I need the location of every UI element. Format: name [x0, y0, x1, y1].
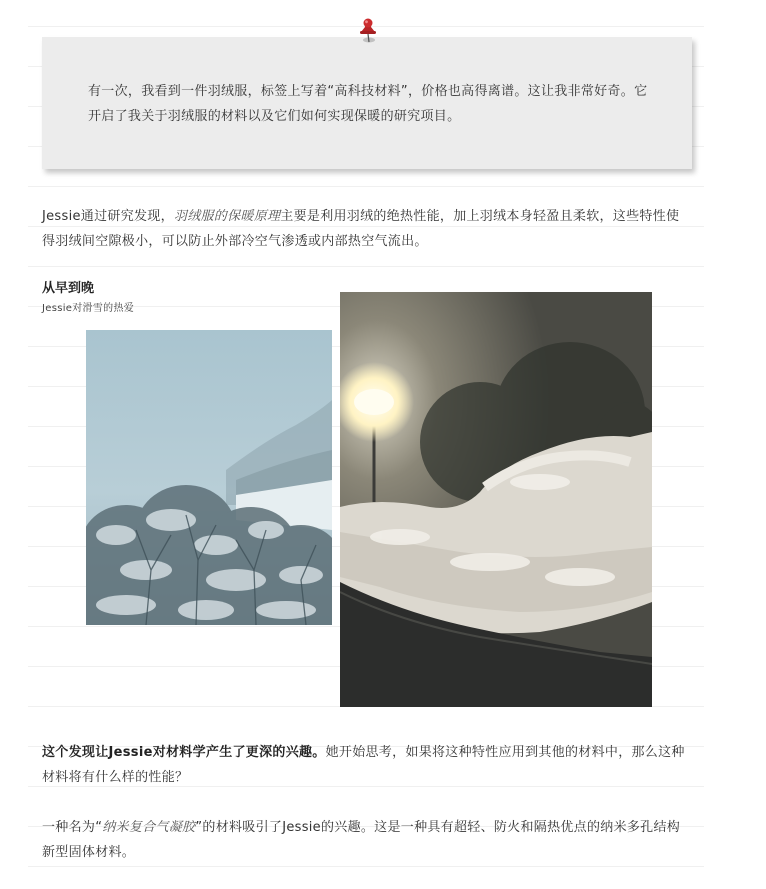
- pinned-note-card: [42, 37, 692, 169]
- para2-rest: 她开始思考，如果将这种特性应用到其他的材料中，那么这种材料将有什么样的性能？: [42, 745, 685, 785]
- para3-rest: ”的材料吸引了Jessie的兴趣。这是一种具有超轻、防火和隔热优点的纳米多孔结构新型固体材料。: [42, 820, 681, 860]
- ruled-line: [28, 266, 704, 267]
- photo-night-snow-lamp: [340, 292, 652, 707]
- ruled-line: [28, 866, 704, 867]
- section-title: 从早到晚: [42, 281, 95, 296]
- para2-bold: 这个发现让Jessie对材料学产生了更深的兴趣。: [42, 745, 326, 760]
- para3-lead: 一种名为“: [42, 820, 103, 835]
- para1-emphasis: 羽绒服的保暖原理: [173, 209, 281, 224]
- interest-paragraph: [42, 740, 692, 790]
- research-paragraph: [42, 204, 692, 254]
- push-pin-icon: [356, 18, 380, 48]
- photo-foggy-snow-trees: [86, 330, 332, 625]
- para1-lead: Jessie通过研究发现，: [42, 209, 174, 224]
- note-text: 有一次，我看到一件羽绒服，标签上写着“高科技材料”，价格也高得离谱。这让我非常好奇。它开启了我关于羽绒服的材料以及它们如何实现保暖的研究项目。: [88, 84, 648, 124]
- para1-rest: 主要是利用羽绒的绝热性能，加上羽绒本身轻盈且柔软，这些特性使得羽绒间空隙极小，可以防止外部冷空气渗透或内部热空气流出。: [42, 209, 680, 249]
- aerogel-paragraph: [42, 815, 692, 865]
- ruled-line: [28, 186, 704, 187]
- para3-emphasis: 纳米复合气凝胶: [102, 820, 196, 835]
- section-subtitle: Jessie对滑雪的热爱: [42, 303, 135, 314]
